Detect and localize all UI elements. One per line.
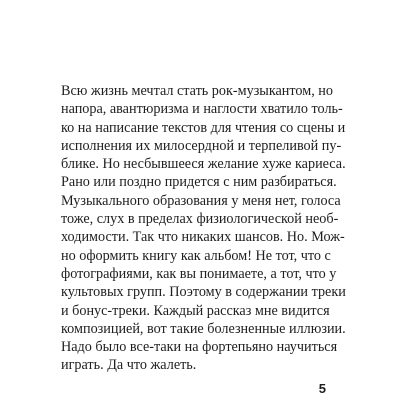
text-line: ходимости. Так что никаких шансов. Но. Мож- (61, 229, 345, 246)
text-line: блике. Но несбывшееся желание хуже кариеса. (61, 156, 346, 173)
text-line: культовых групп. Поэтому в содержании треки (61, 284, 346, 301)
text-line-last: играть. Да что жалеть. (61, 357, 197, 374)
text-line: и бонус-треки. Каждый рассказ мне видится (61, 302, 330, 319)
text-line: композицией, вот такие болезненные иллюзии. (61, 320, 346, 337)
text-line: напора, авантюризма и наглости хватило толь- (61, 101, 343, 118)
text-line: ко на написание текстов для чтения со сцены и (61, 119, 346, 136)
text-line: Музыкального образования у меня нет, голоса (61, 192, 341, 209)
text-line: Рано или поздно придется с ним разбираться. (61, 174, 337, 191)
text-line: тоже, слух в пределах физиологической необ- (61, 211, 339, 228)
text-line: исполнения их милосердной и терпеливой пу- (61, 137, 342, 154)
text-line: но оформить книгу как альбом! Не тот, что с (61, 247, 331, 264)
body-paragraph (61, 82, 346, 375)
text-line: Надо было все-таки на фортепьяно научиться (61, 339, 338, 356)
page-number: 5 (318, 381, 326, 396)
text-line: Всю жизнь мечтал стать рок-музыкантом, но (61, 83, 333, 99)
text-line: фотографиями, как вы понимаете, а тот, что у (61, 265, 337, 282)
